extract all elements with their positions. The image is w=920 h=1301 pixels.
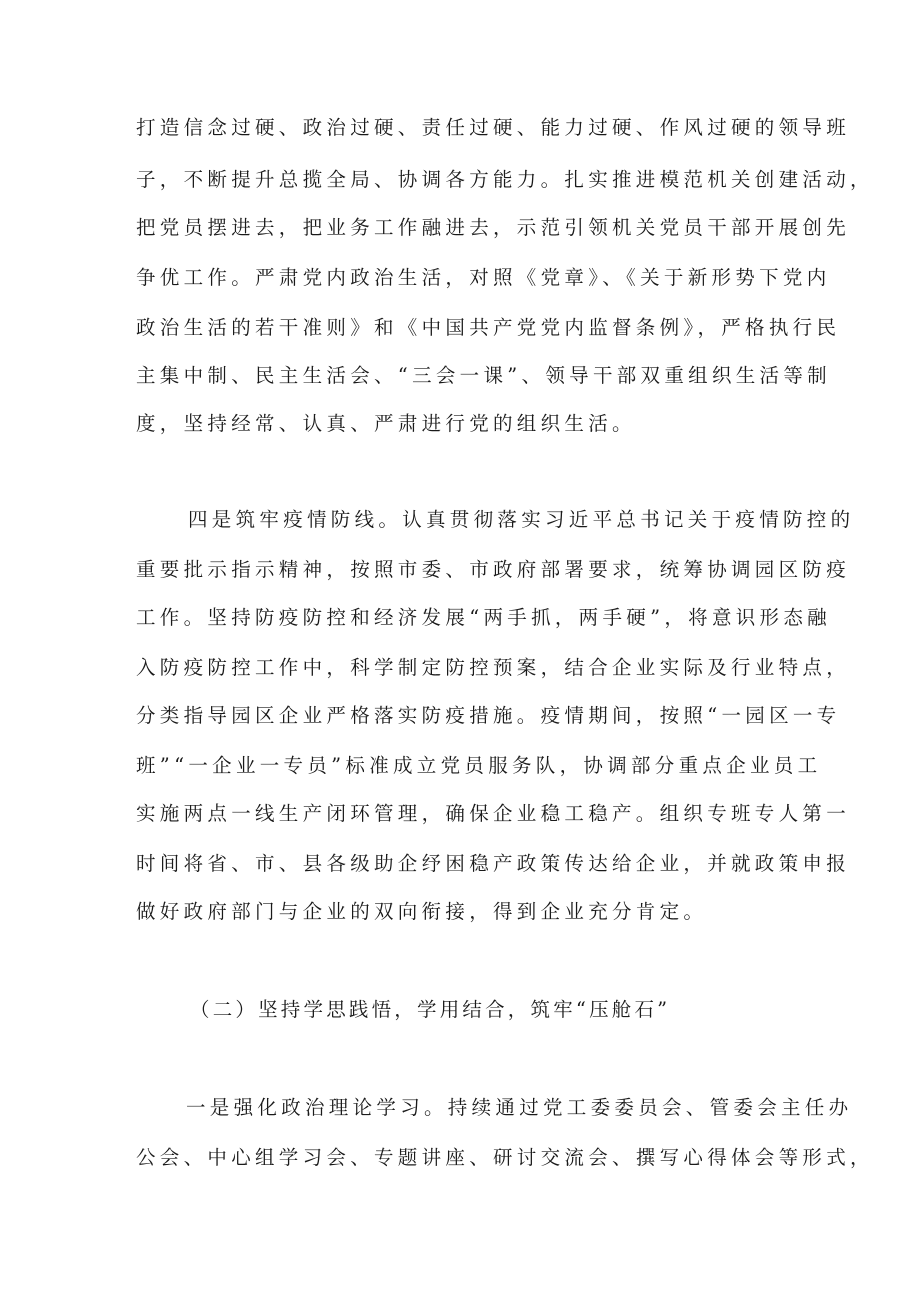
paragraph-line: 主集中制、民主生活会、“三会一课”、领导干部双重组织生活等制 [136,364,831,387]
paragraph-line: 政治生活的若干准则》和《中国共产党党内监督条例》，严格执行民 [136,316,841,339]
paragraph-line: 一是强化政治理论学习。持续通过党工委委员会、管委会主任办 [186,1096,853,1119]
paragraph-line: 四是筑牢疫情防线。认真贯彻落实习近平总书记关于疫情防控的 [188,508,855,531]
paragraph-line: 工作。坚持防疫防控和经济发展“两手抓，两手硬”，将意识形态融 [136,606,831,629]
paragraph-line: 重要批示指示精神，按照市委、市政府部署要求，统筹协调园区防疫 [136,558,851,581]
paragraph-line: 公会、中心组学习会、专题讲座、研讨交流会、撰写心得体会等形式， [136,1146,874,1169]
paragraph-line: 打造信念过硬、政治过硬、责任过硬、能力过硬、作风过硬的领导班 [136,116,851,139]
paragraph-line: 时间将省、市、县各级助企纾困稳产政策传达给企业，并就政策申报 [136,852,851,875]
paragraph-line: 做好政府部门与企业的双向衔接，得到企业充分肯定。 [136,900,708,923]
paragraph-line: 入防疫防控工作中，科学制定防控预案，结合企业实际及行业特点， [136,656,851,679]
paragraph-line: 分类指导园区企业严格落实防疫措施。疫情期间，按照“一园区一专 [136,704,841,727]
paragraph-line: 争优工作。严肃党内政治生活，对照《党章》、《关于新形势下党内 [136,266,831,289]
paragraph-line: 把党员摆进去，把业务工作融进去，示范引领机关党员干部开展创先 [136,216,851,239]
paragraph-line: 班”“一企业一专员”标准成立党员服务队，协调部分重点企业员工 [136,754,822,777]
paragraph-line: 实施两点一线生产闭环管理，确保企业稳工稳产。组织专班专人第一 [136,802,851,825]
paragraph-line: 度，坚持经常、认真、严肃进行党的组织生活。 [136,412,636,435]
section-heading: （二）坚持学思践悟，学用结合，筑牢“压舱石” [190,998,671,1021]
paragraph-line: 子，不断提升总揽全局、协调各方能力。扎实推进模范机关创建活动， [136,168,874,191]
